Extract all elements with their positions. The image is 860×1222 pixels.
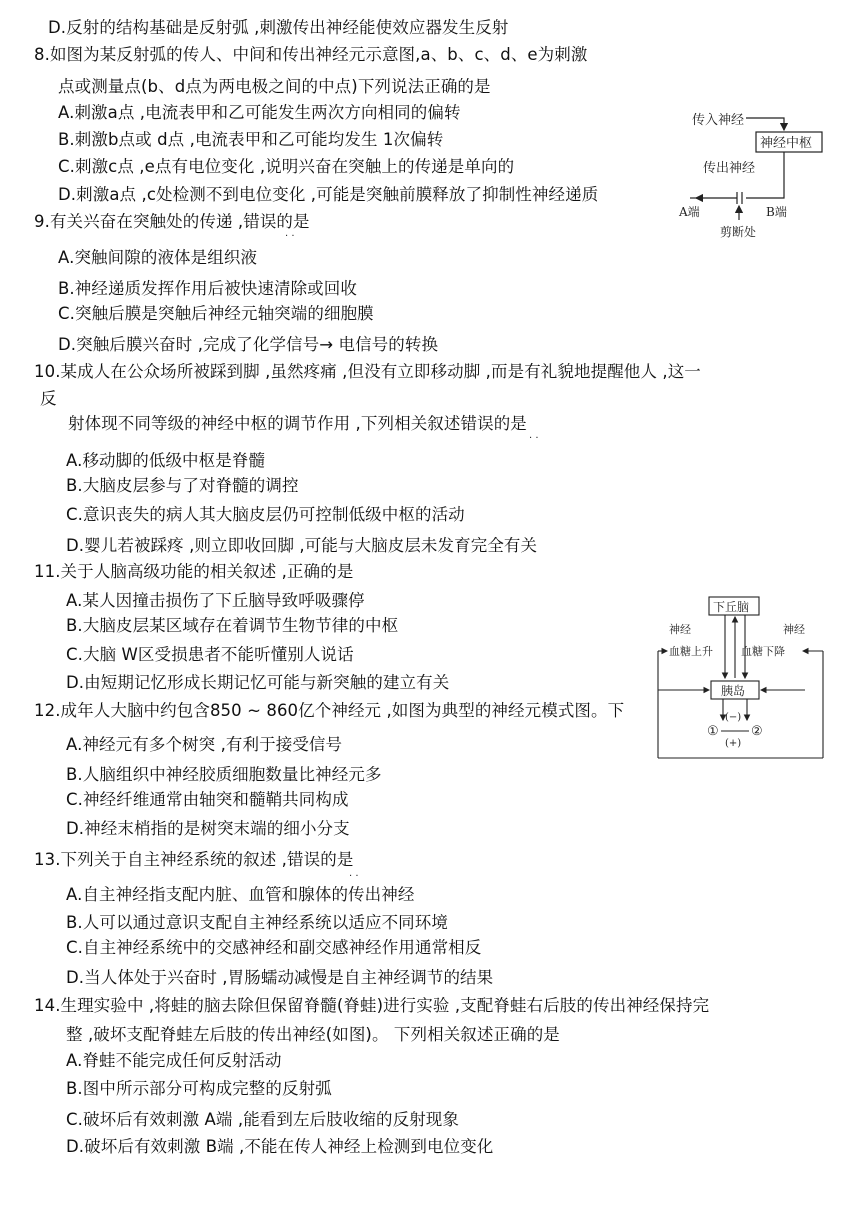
efferent-label: 传出神经 [703,161,756,176]
q13-option-a: A.自主神经指支配内脏、血管和腺体的传出神经 [66,885,415,904]
q14-stem: 14.生理实验中 ,将蛙的脑去除但保留脊髓(脊蛙)进行实验 ,支配脊蛙右后肢的传出神经保持完 [34,996,710,1015]
q14-stem-cont: 整 ,破坏支配脊蛙左后肢的传出神经(如图)。 下列相关叙述正确的是 [66,1025,560,1044]
q9-option-b: B.神经递质发挥作用后被快速清除或回收 [58,279,357,298]
q11-option-d: D.由短期记忆形成长期记忆可能与新突触的建立有关 [66,673,450,692]
q10-stem-wrap: 反 [40,389,57,408]
center-box-label: 神经中枢 [760,136,813,151]
nerve-left-label: 神经 [669,623,691,636]
q12-stem: 12.成年人大脑中约包含850 ~ 860亿个神经元 ,如图为典型的神经元模式图。下 [34,701,625,720]
emphasis-dots: · · [285,231,295,242]
q11-stem: 11.关于人脑高级功能的相关叙述 ,正确的是 [34,562,354,581]
q10-option-d: D.婴儿若被踩疼 ,则立即收回脚 ,可能与大脑皮层未发育完全有关 [66,536,538,555]
q14-option-a: A.脊蛙不能完成任何反射活动 [66,1051,282,1070]
q7-option-d: D.反射的结构基础是反射弧 ,刺激传出神经能使效应器发生反射 [48,18,509,37]
q8-stem: 8.如图为某反射弧的传人、中间和传出神经元示意图,a、b、c、d、e为刺激 [34,45,588,64]
q8-option-a: A.刺激a点 ,电流表甲和乙可能发生两次方向相同的偏转 [58,103,461,122]
q8-option-c: C.刺激c点 ,e点有电位变化 ,说明兴奋在突触上的传递是单向的 [58,157,515,176]
emphasis-dots: · · [349,871,359,882]
q14-option-b: B.图中所示部分可构成完整的反射弧 [66,1079,332,1098]
islet-label: 胰岛 [721,684,746,698]
circle-2-label: ② [751,724,763,739]
q10-option-b: B.大脑皮层参与了对脊髓的调控 [66,476,299,495]
q9-option-c: C.突触后膜是突触后神经元轴突端的细胞膜 [58,304,374,323]
q10-option-c: C.意识丧失的病人其大脑皮层仍可控制低级中枢的活动 [66,505,465,524]
q9-option-a: A.突触间隙的液体是组织液 [58,248,258,267]
q10-option-a: A.移动脚的低级中枢是脊髓 [66,451,266,470]
q10-stem: 10.某成人在公众场所被踩到脚 ,虽然疼痛 ,但没有立即移动脚 ,而是有礼貌地提醒他人 ,这一 [34,362,701,381]
circle-1-label: ① [707,724,719,739]
q8-option-d: D.刺激a点 ,c处检测不到电位变化 ,可能是突触前膜释放了抑制性神经递质 [58,185,599,204]
end-b-label: B端 [766,205,787,219]
q13-stem: 13.下列关于自主神经系统的叙述 ,错误的是 [34,850,354,869]
glucose-up-label: 血糖上升 [669,645,713,658]
reflex-cut-figure [676,106,832,242]
q11-option-a: A.某人因撞击损伤了下丘脑导致呼吸骤停 [66,591,365,610]
q12-option-a: A.神经元有多个树突 ,有利于接受信号 [66,735,343,754]
q12-option-d: D.神经末梢指的是树突末端的细小分支 [66,819,350,838]
nerve-right-label: 神经 [783,623,805,636]
emphasis-dots: · · [529,433,539,444]
hypothalamus-label: 下丘脑 [713,600,750,614]
q13-option-c: C.自主神经系统中的交感神经和副交感神经作用通常相反 [66,938,482,957]
q10-stem-cont: 射体现不同等级的神经中枢的调节作用 ,下列相关叙述错误的是 [68,414,527,433]
glucose-regulation-figure [655,594,827,764]
q13-option-d: D.当人体处于兴奋时 ,胃肠蠕动减慢是自主神经调节的结果 [66,968,494,987]
end-a-label: A端 [679,205,700,219]
glucose-down-label: 血糖下降 [741,645,785,658]
q9-stem: 9.有关兴奋在突触处的传递 ,错误的是 [34,212,310,231]
q14-option-d: D.破坏后有效刺激 B端 ,不能在传人神经上检测到电位变化 [66,1137,494,1156]
q12-option-c: C.神经纤维通常由轴突和髓鞘共同构成 [66,790,349,809]
q12-option-b: B.人脑组织中神经胶质细胞数量比神经元多 [66,765,382,784]
q11-option-b: B.大脑皮层某区域存在着调节生物节律的中枢 [66,616,399,635]
q9-option-d: D.突触后膜兴奋时 ,完成了化学信号→ 电信号的转换 [58,335,439,354]
q14-option-c: C.破坏后有效刺激 A端 ,能看到左后肢收缩的反射现象 [66,1110,459,1129]
afferent-label: 传入神经 [692,113,745,128]
q13-option-b: B.人可以通过意识支配自主神经系统以适应不同环境 [66,913,448,932]
q11-option-c: C.大脑 W区受损患者不能听懂别人说话 [66,645,354,664]
q8-option-b: B.刺激b点或 d点 ,电流表甲和乙可能均发生 1次偏转 [58,130,444,149]
cut-label: 剪断处 [720,225,757,239]
minus-label: (−) [725,712,742,723]
q8-stem-cont: 点或测量点(b、d点为两电极之间的中点)下列说法正确的是 [58,77,491,96]
plus-label: (+) [725,738,742,749]
